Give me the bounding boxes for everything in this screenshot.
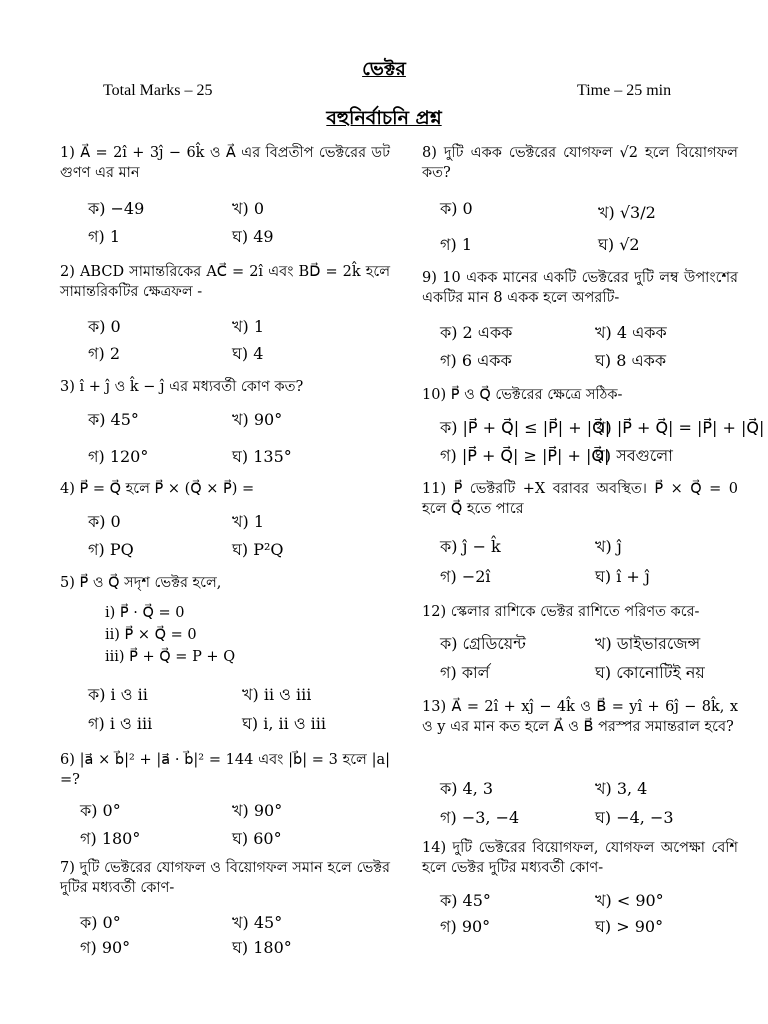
q11-option-ka[interactable]: ক) ĵ − k̂: [440, 537, 501, 556]
time-limit: Time – 25 min: [577, 82, 672, 99]
q9-option-ga[interactable]: গ) 6 একক: [440, 351, 512, 370]
q8-option-ga[interactable]: গ) 1: [440, 235, 472, 254]
total-marks: Total Marks – 25: [103, 82, 213, 99]
q7-option-kha[interactable]: খ) 45°: [232, 913, 283, 932]
question-5: 5) P⃗ ও Q⃗ সদৃশ ভেক্টর হলে,: [60, 575, 222, 591]
q13-option-ga[interactable]: গ) −3, −4: [440, 808, 520, 827]
question-9: 9) 10 একক মানের একটি ভেক্টরের দুটি লম্ব উপাংশের একটির মান 8 একক হলে অপরটি-: [422, 270, 738, 306]
q4-option-kha[interactable]: খ) 1: [232, 512, 265, 531]
q14-option-ka[interactable]: ক) 45°: [440, 891, 491, 910]
q5-statement-iii: iii) P⃗ + Q⃗ = P + Q: [105, 649, 236, 665]
q9-option-kha[interactable]: খ) 4 একক: [595, 323, 667, 342]
q5-statement-ii: ii) P⃗ × Q⃗ = 0: [105, 627, 197, 643]
question-8: 8) দুটি একক ভেক্টরের যোগফল √2 হলে বিয়োগফল কত?: [422, 145, 738, 181]
question-13: 13) A⃗ = 2î + xĵ − 4k̂ ও B⃗ = yî + 6ĵ − 8k̂, x ও y এর মান কত হলে A⃗ ও B⃗ পরস্পর সমান্তরাল হবে?: [422, 699, 738, 735]
q6-option-kha[interactable]: খ) 90°: [232, 801, 283, 820]
page-title: ভেক্টর: [362, 58, 406, 80]
q7-option-ga[interactable]: গ) 90°: [80, 938, 131, 957]
q5-option-gha[interactable]: ঘ) i, ii ও iii: [242, 714, 327, 733]
question-14: 14) দুটি ভেক্টরের বিয়োগফল, যোগফল অপেক্ষা বেশি হলে ভেক্টর দুটির মধ্যবর্তী কোণ-: [422, 840, 738, 876]
q1-option-ka[interactable]: ক) −49: [88, 199, 145, 218]
q6-option-ga[interactable]: গ) 180°: [80, 829, 141, 848]
q5-option-ga[interactable]: গ) i ও iii: [88, 714, 153, 733]
q6-option-ka[interactable]: ক) 0°: [80, 801, 121, 820]
q2-option-gha[interactable]: ঘ) 4: [232, 344, 264, 363]
q11-option-gha[interactable]: ঘ) î + ĵ: [595, 567, 650, 586]
question-7: 7) দুটি ভেক্টরের যোগফল ও বিয়োগফল সমান হলে ভেক্টর দুটির মধ্যবর্তী কোণ-: [60, 860, 390, 896]
q1-option-gha[interactable]: ঘ) 49: [232, 227, 274, 246]
q12-option-ga[interactable]: গ) কার্ল: [440, 663, 490, 682]
question-10: 10) P⃗ ও Q⃗ ভেক্টরের ক্ষেত্রে সঠিক-: [422, 387, 623, 403]
q2-option-ka[interactable]: ক) 0: [88, 317, 121, 336]
question-2: 2) ABCD সামান্তরিকের AC⃗ = 2î এবং BD⃗ = 2k̂ হলে সামান্তরিকটির ক্ষেত্রফল -: [60, 264, 390, 300]
q12-option-ka[interactable]: ক) গ্রেডিয়েন্ট: [440, 634, 526, 653]
q14-option-gha[interactable]: ঘ) > 90°: [595, 917, 664, 936]
q5-statement-i: i) P⃗ · Q⃗ = 0: [105, 605, 185, 621]
q4-option-ga[interactable]: গ) PQ: [88, 540, 134, 559]
q12-option-kha[interactable]: খ) ডাইভারজেন্স: [595, 634, 701, 653]
q13-option-kha[interactable]: খ) 3, 4: [595, 779, 648, 798]
q10-option-kha[interactable]: খ) |P⃗ + Q⃗| = |P⃗| + |Q⃗|: [595, 418, 765, 437]
q5-option-kha[interactable]: খ) ii ও iii: [242, 685, 312, 704]
q9-option-gha[interactable]: ঘ) 8 একক: [595, 351, 667, 370]
question-3: 3) î + ĵ ও k̂ − ĵ এর মধ্যবর্তী কোণ কত?: [60, 379, 304, 395]
q3-option-gha[interactable]: ঘ) 135°: [232, 447, 292, 466]
q3-option-ka[interactable]: ক) 45°: [88, 410, 139, 429]
q8-option-gha[interactable]: ঘ) √2: [598, 235, 640, 254]
q1-option-kha[interactable]: খ) 0: [232, 199, 265, 218]
question-12: 12) স্কেলার রাশিকে ভেক্টর রাশিতে পরিণত করে-: [422, 604, 700, 620]
q13-option-ka[interactable]: ক) 4, 3: [440, 779, 494, 798]
q3-option-kha[interactable]: খ) 90°: [232, 410, 283, 429]
q10-option-ka[interactable]: ক) |P⃗ + Q⃗| ≤ |P⃗| + |Q⃗|: [440, 418, 611, 437]
q3-option-ga[interactable]: গ) 120°: [88, 447, 149, 466]
q9-option-ka[interactable]: ক) 2 একক: [440, 323, 513, 342]
section-subtitle: বহুনির্বাচনি প্রশ্ন: [326, 107, 442, 129]
q6-option-gha[interactable]: ঘ) 60°: [232, 829, 282, 848]
question-6: 6) |a⃗ × b⃗|² + |a⃗ · b⃗|² = 144 এবং |b⃗| = 3 হলে |a| =?: [60, 752, 390, 788]
question-11: 11) P⃗ ভেক্টরটি +X বরাবর অবস্থিত। P⃗ × Q⃗ = 0 হলে Q⃗ হতে পারে: [422, 481, 738, 517]
q4-option-gha[interactable]: ঘ) P²Q: [232, 540, 284, 559]
q11-option-kha[interactable]: খ) ĵ: [595, 537, 622, 556]
q14-option-kha[interactable]: খ) < 90°: [595, 891, 664, 910]
q10-option-ga[interactable]: গ) |P⃗ + Q⃗| ≥ |P⃗| + |Q⃗|: [440, 446, 610, 465]
q5-option-ka[interactable]: ক) i ও ii: [88, 685, 148, 704]
q7-option-gha[interactable]: ঘ) 180°: [232, 938, 292, 957]
q14-option-ga[interactable]: গ) 90°: [440, 917, 491, 936]
q7-option-ka[interactable]: ক) 0°: [80, 913, 121, 932]
q1-option-ga[interactable]: গ) 1: [88, 227, 120, 246]
q2-option-kha[interactable]: খ) 1: [232, 317, 265, 336]
question-1: 1) A⃗ = 2î + 3ĵ − 6k̂ ও A⃗ এর বিপ্রতীপ ভেক্টরের ডট গুণণ এর মান: [60, 145, 390, 181]
q8-option-kha[interactable]: খ) √3/2: [598, 203, 656, 222]
q12-option-gha[interactable]: ঘ) কোনোটিই নয়: [595, 663, 705, 682]
q2-option-ga[interactable]: গ) 2: [88, 344, 120, 363]
q8-option-ka[interactable]: ক) 0: [440, 199, 473, 218]
q10-option-gha[interactable]: ঘ) সবগুলো: [595, 446, 673, 465]
q4-option-ka[interactable]: ক) 0: [88, 512, 121, 531]
question-4: 4) P⃗ = Q⃗ হলে P⃗ × (Q⃗ × P⃗) =: [60, 481, 255, 497]
q13-option-gha[interactable]: ঘ) −4, −3: [595, 808, 674, 827]
q11-option-ga[interactable]: গ) −2î: [440, 567, 491, 586]
